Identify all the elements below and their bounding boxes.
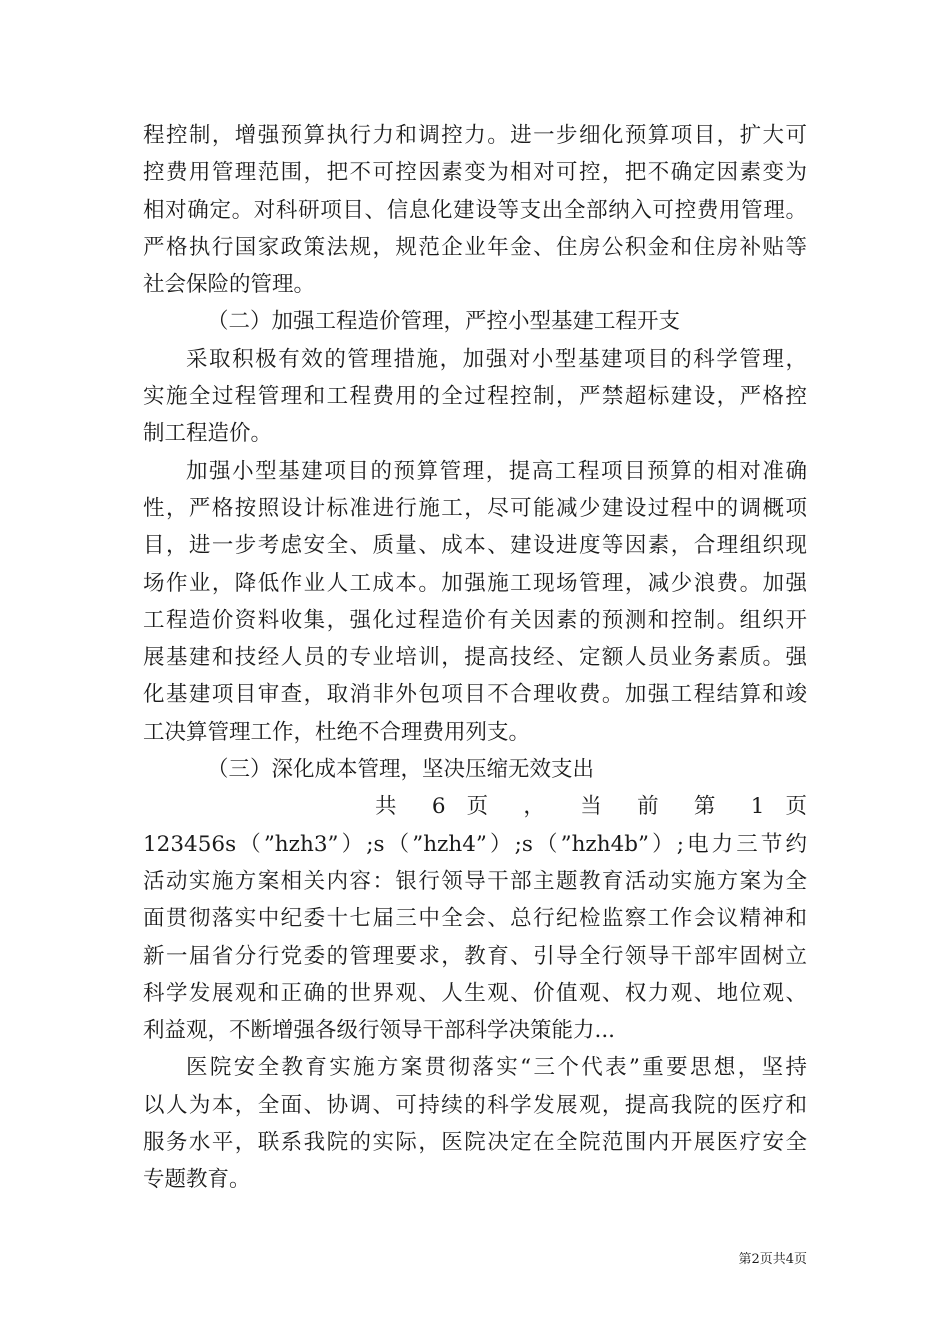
page-count-text: 共 6 页 ， 当 前 第 1 页 — [375, 794, 807, 820]
paragraph-line: 社会保险的管理。 — [143, 272, 316, 298]
section-heading: （二）加强工程造价管理，严控小型基建工程开支 — [207, 309, 681, 335]
paragraph-line: 工决算管理工作，杜绝不合理费用列支。 — [143, 719, 531, 745]
paragraph-line: 科学发展观和正确的世界观、人生观、价值观、权力观、地位观、 — [143, 980, 807, 1006]
paragraph-line: 新一届省分行党委的管理要求，教育、引导全行领导干部牢固树立 — [143, 943, 807, 969]
section-heading: （三）深化成本管理，坚决压缩无效支出 — [207, 757, 595, 783]
paragraph-line: 123456s（”hzh3”）;s（”hzh4”）;s（”hzh4b”）;电力三节约 — [143, 831, 807, 857]
paragraph-line: 采取积极有效的管理措施，加强对小型基建项目的科学管理， — [186, 346, 807, 372]
paragraph-line: 相对确定。对科研项目、信息化建设等支出全部纳入可控费用管理。 — [143, 197, 807, 223]
paragraph-line: 目，进一步考虑安全、质量、成本、建设进度等因素，合理组织现 — [143, 533, 807, 559]
paragraph-line: 场作业，降低作业人工成本。加强施工现场管理，减少浪费。加强 — [143, 570, 807, 596]
paragraph-line: 面贯彻落实中纪委十七届三中全会、总行纪检监察工作会议精神和 — [143, 906, 807, 932]
paragraph-line: 活动实施方案相关内容：银行领导干部主题教育活动实施方案为全 — [143, 868, 807, 894]
paragraph-line: 程控制，增强预算执行力和调控力。进一步细化预算项目，扩大可 — [143, 123, 807, 148]
paragraph-line: 化基建项目审查，取消非外包项目不合理收费。加强工程结算和竣 — [143, 682, 807, 708]
paragraph-line: 制工程造价。 — [143, 421, 273, 447]
paragraph-line: 利益观，不断增强各级行领导干部科学决策能力... — [143, 1018, 616, 1044]
page-footer: 第2页共4页 — [738, 1252, 807, 1267]
paragraph-line: 工程造价资料收集，强化过程造价有关因素的预测和控制。组织开 — [143, 607, 807, 633]
paragraph-line: 医院安全教育实施方案贯彻落实“三个代表”重要思想，坚持 — [186, 1055, 807, 1081]
paragraph-line: 控费用管理范围，把不可控因素变为相对可控，把不确定因素变为 — [143, 160, 807, 186]
paragraph-line: 服务水平，联系我院的实际，医院决定在全院范围内开展医疗安全 — [143, 1130, 807, 1156]
paragraph-line: 严格执行国家政策法规，规范企业年金、住房公积金和住房补贴等 — [143, 234, 807, 260]
paragraph-line: 专题教育。 — [143, 1167, 251, 1193]
document-body — [143, 117, 807, 1199]
paragraph-line: 加强小型基建项目的预算管理，提高工程项目预算的相对准确 — [186, 458, 807, 484]
paragraph-line: 性，严格按照设计标准进行施工，尽可能减少建设过程中的调概项 — [143, 495, 807, 521]
paragraph-line: 以人为本，全面、协调、可持续的科学发展观，提高我院的医疗和 — [143, 1092, 807, 1118]
paragraph-line: 展基建和技经人员的专业培训，提高技经、定额人员业务素质。强 — [143, 645, 807, 671]
paragraph-line: 实施全过程管理和工程费用的全过程控制，严禁超标建设，严格控 — [143, 384, 807, 410]
